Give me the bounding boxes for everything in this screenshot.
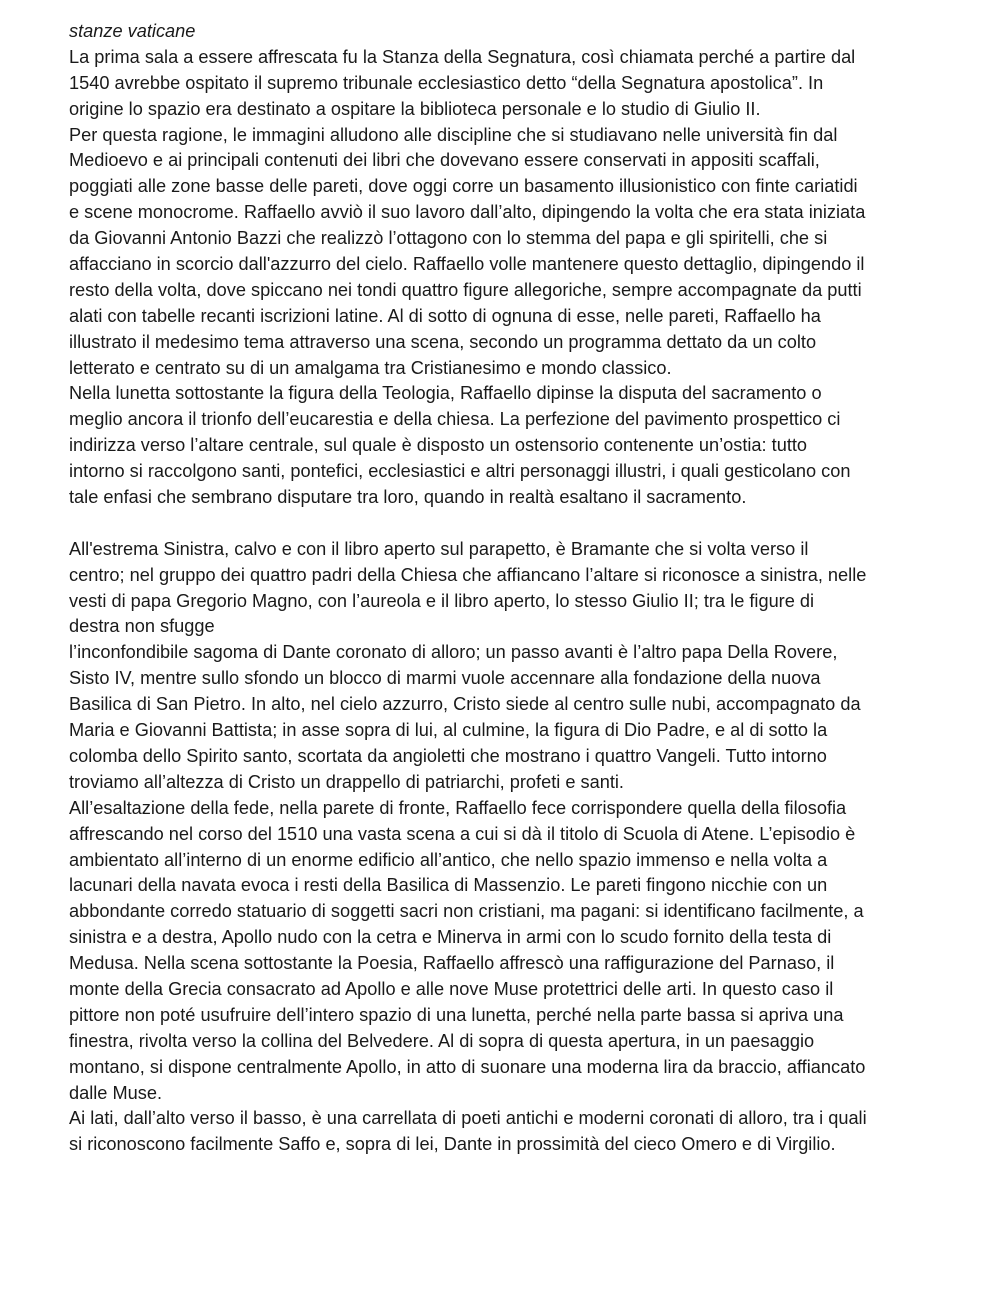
paragraph-4 [69,537,939,641]
text-line: colomba dello Spirito santo, scortata da angioletti che mostrano i quattro Vangeli. Tutto intorno [69,745,827,766]
text-line: affacciano in scorcio dall'azzurro del cielo. Raffaello volle mantenere questo dettaglio, dipingendo il [69,254,865,275]
text-line: Basilica di San Pietro. In alto, nel cielo azzurro, Cristo siede al centro sulle nubi, accompagnato da [69,694,861,715]
text-line: letterato e centrato su di un amalgama tra Cristianesimo e mondo classico. [69,357,672,378]
text-line: Sisto IV, mentre sullo sfondo un blocco di marmi vuole accennare alla fondazione della nuova [69,668,821,689]
text-line: troviamo all’altezza di Cristo un drappello di patriarchi, profeti e santi. [69,771,624,792]
text-line: abbondante corredo statuario di soggetti sacri non cristiani, ma pagani: si identificano facilmente, a [69,901,864,922]
text-line: monte della Grecia consacrato ad Apollo e alle nove Muse protettrici delle arti. In questo caso il [69,978,834,999]
text-line: alati con tabelle recanti iscrizioni latine. Al di sotto di ognuna di esse, nelle pareti, Raffaello ha [69,305,821,326]
text-line: centro; nel gruppo dei quattro padri della Chiesa che affiancano l’altare si riconosce a sinistra, nelle [69,564,867,585]
text-line: montano, si dispone centralmente Apollo, in atto di suonare una moderna lira da braccio, affiancato [69,1056,866,1077]
text-line: tale enfasi che sembrano disputare tra loro, quando in realtà esaltano il sacramento. [69,487,747,508]
paragraph-3 [69,381,939,510]
text-line: origine lo spazio era destinato a ospitare la biblioteca personale e lo studio di Giulio II. [69,98,761,119]
text-line: resto della volta, dove spiccano nei tondi quattro figure allegoriche, sempre accompagnate da putti [69,279,862,300]
text-line: All’esaltazione della fede, nella parete di fronte, Raffaello fece corrispondere quella della filosofia [69,797,847,818]
text-line: pittore non poté usufruire dell’intero spazio di una lunetta, perché nella parte bassa si apriva una [69,1004,844,1025]
paragraph-5 [69,640,939,795]
text-line: sinistra e a destra, Apollo nudo con la cetra e Minerva in armi con lo scudo fornito della testa di [69,927,832,948]
document-title: stanze vaticane [69,21,196,41]
text-line: Maria e Giovanni Battista; in asse sopra di lui, al culmine, la figura di Dio Padre, e al di sotto la [69,720,828,741]
text-line: intorno si raccolgono santi, pontefici, ecclesiastici e altri personaggi illustri, i quali gesticolano con [69,461,851,482]
text-line: vesti di papa Gregorio Magno, con l’aureola e il libro aperto, lo stesso Giulio II; tra le figure di [69,590,815,611]
text-line: Medusa. Nella scena sottostante la Poesia, Raffaello affrescò una raffigurazione del Parnaso, il [69,953,835,974]
paragraph-6 [69,796,939,1107]
paragraph-7 [69,1106,939,1158]
text-line: Medioevo e ai principali contenuti dei libri che dovevano essere conservati in appositi scaffali, [69,150,820,171]
text-line: e scene monocrome. Raffaello avviò il suo lavoro dall’alto, dipingendo la volta che era stata iniziata [69,202,866,223]
text-line: da Giovanni Antonio Bazzi che realizzò l’ottagono con lo stemma del papa e gli spiritelli, che si [69,228,828,249]
paragraph-spacer [69,511,939,537]
text-line: ambientato all’interno di un enorme edificio all’antico, che nello spazio immenso e nella volta a [69,849,828,870]
text-line: si riconoscono facilmente Saffo e, sopra di lei, Dante in prossimità del cieco Omero e di Virgilio. [69,1134,836,1155]
paragraph-2 [69,123,939,382]
text-line: illustrato il medesimo tema attraverso una scena, secondo un programma dettato da un colto [69,331,817,352]
text-line: indirizza verso l’altare centrale, sul quale è disposto un ostensorio contenente un’ostia: tutto [69,435,808,456]
text-line: meglio ancora il trionfo dell’eucarestia e della chiesa. La perfezione del pavimento prospettico ci [69,409,841,430]
text-line: l’inconfondibile sagoma di Dante coronato di alloro; un passo avanti è l’altro papa Della Rovere, [69,642,838,663]
text-line: affrescando nel corso del 1510 una vasta scena a cui si dà il titolo di Scuola di Atene. L’episodio è [69,823,856,844]
paragraph-1 [69,45,939,123]
text-line: Per questa ragione, le immagini alludono alle discipline che si studiavano nelle università fin dal [69,124,838,145]
text-line: dalle Muse. [69,1082,163,1103]
text-line: Nella lunetta sottostante la figura della Teologia, Raffaello dipinse la disputa del sacramento o [69,383,822,404]
text-line: La prima sala a essere affrescata fu la Stanza della Segnatura, così chiamata perché a partire dal [69,46,856,67]
document-page [69,19,939,1158]
text-line: lacunari della navata evoca i resti della Basilica di Massenzio. Le pareti fingono nicchie con un [69,875,828,896]
text-line: destra non sfugge [69,616,215,637]
text-line: All'estrema Sinistra, calvo e con il libro aperto sul parapetto, è Bramante che si volta verso il [69,538,809,559]
text-line: 1540 avrebbe ospitato il supremo tribunale ecclesiastico detto “della Segnatura apostolica”. In [69,72,824,93]
text-line: finestra, rivolta verso la collina del Belvedere. Al di sopra di questa apertura, in un paesaggio [69,1030,815,1051]
text-line: poggiati alle zone basse delle pareti, dove oggi corre un basamento illusionistico con finte cariatidi [69,176,858,197]
text-line: Ai lati, dall’alto verso il basso, è una carrellata di poeti antichi e moderni coronati di alloro, tra i quali [69,1108,867,1129]
